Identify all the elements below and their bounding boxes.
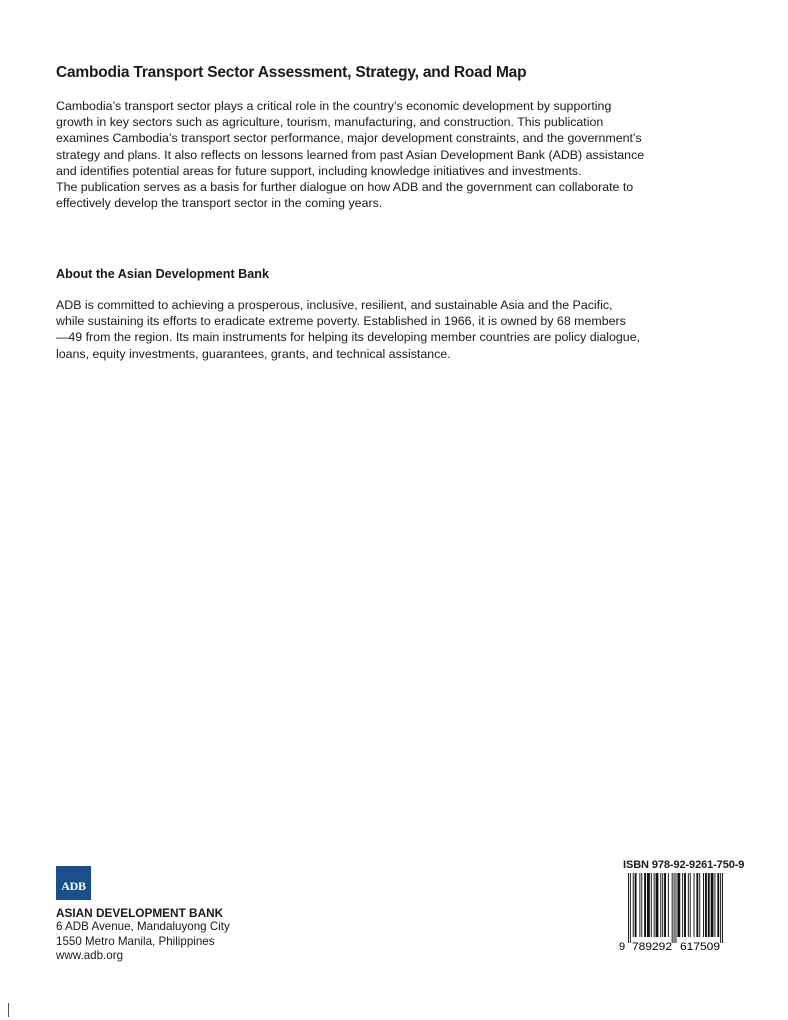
- publisher-name: ASIAN DEVELOPMENT BANK: [56, 906, 224, 920]
- barcode-bar: [647, 873, 650, 937]
- summary-line: growth in key sectors such as agriculture, tourism, manufacturing, and construction. This publication: [56, 115, 604, 130]
- publication-title: Cambodia Transport Sector Assessment, Strategy, and Road Map: [56, 64, 527, 81]
- barcode-bar: [676, 873, 677, 943]
- barcode-bar: [682, 873, 683, 937]
- website-link[interactable]: www.adb.org: [56, 949, 124, 962]
- barcode-bar: [688, 873, 689, 937]
- barcode-bar: [654, 873, 655, 937]
- publisher-address: [56, 920, 230, 964]
- about-line: —49 from the region. Its main instruments for helping its developing member countries are policy dialogue,: [56, 330, 641, 345]
- barcode-bar: [651, 873, 652, 937]
- barcode-bar: [674, 873, 675, 943]
- barcode-bar: [690, 873, 691, 937]
- crop-mark: [8, 1003, 9, 1017]
- barcode-bar: [711, 873, 714, 937]
- barcode-bar: [696, 873, 698, 937]
- about-line: loans, equity investments, guarantees, grants, and technical assistance.: [56, 346, 451, 361]
- about-text: [56, 297, 656, 362]
- barcode-bar: [635, 873, 637, 937]
- barcode-bar: [717, 873, 719, 937]
- barcode-digits-right: 617509: [680, 941, 720, 953]
- publication-summary: [56, 98, 656, 211]
- barcode-bar: [677, 873, 680, 937]
- summary-line: examines Cambodia’s transport sector performance, major development constraints, and the government’s: [56, 131, 642, 146]
- barcode-bar: [720, 873, 721, 943]
- barcode-bar: [656, 873, 659, 937]
- barcode-bar: [705, 873, 707, 937]
- barcode-bar: [641, 873, 642, 937]
- summary-line: The publication serves as a basis for further dialogue on how ADB and the government can collaborate to: [56, 180, 634, 195]
- barcode-bar: [660, 873, 661, 937]
- adb-logo: ADB: [56, 866, 91, 900]
- barcode-bar: [694, 873, 695, 937]
- barcode-bar: [722, 873, 723, 943]
- barcode-digits-left: 789292: [632, 941, 672, 953]
- isbn-label: ISBN 978-92-9261-750-9: [623, 859, 745, 871]
- about-line: ADB is committed to achieving a prosperous, inclusive, resilient, and sustainable Asia and the Pacific,: [56, 298, 613, 312]
- barcode-bars: [628, 873, 723, 943]
- barcode-bar: [703, 873, 704, 937]
- about-line: while sustaining its efforts to eradicate extreme poverty. Established in 1966, it is owned by 68 members: [56, 314, 626, 329]
- barcode-bar: [639, 873, 640, 937]
- isbn-barcode: [618, 873, 730, 953]
- barcode-bar: [714, 873, 715, 937]
- barcode-bar: [684, 873, 686, 937]
- address-line: 6 ADB Avenue, Mandaluyong City: [56, 920, 230, 933]
- barcode-bar: [662, 873, 663, 937]
- summary-line: and identifies potential areas for future support, including knowledge initiatives and investments.: [56, 163, 582, 178]
- barcode-bar: [708, 873, 710, 937]
- barcode-bar: [699, 873, 700, 937]
- barcode-bar: [672, 873, 673, 943]
- barcode-bar: [628, 873, 629, 943]
- address-line: 1550 Metro Manila, Philippines: [56, 934, 215, 948]
- summary-line: Cambodia’s transport sector plays a critical role in the country’s economic development by supporting: [56, 99, 612, 113]
- barcode-bar: [633, 873, 634, 937]
- summary-line: strategy and plans. It also reflects on lessons learned from past Asian Development Bank (ADB) assistance: [56, 147, 645, 162]
- barcode-bar: [664, 873, 666, 937]
- about-heading: About the Asian Development Bank: [56, 267, 269, 281]
- barcode-digit-lead: 9: [619, 941, 626, 953]
- barcode-bar: [668, 873, 669, 937]
- summary-line: effectively develop the transport sector in the coming years.: [56, 196, 383, 211]
- barcode-bar: [644, 873, 646, 937]
- barcode-bar: [630, 873, 631, 943]
